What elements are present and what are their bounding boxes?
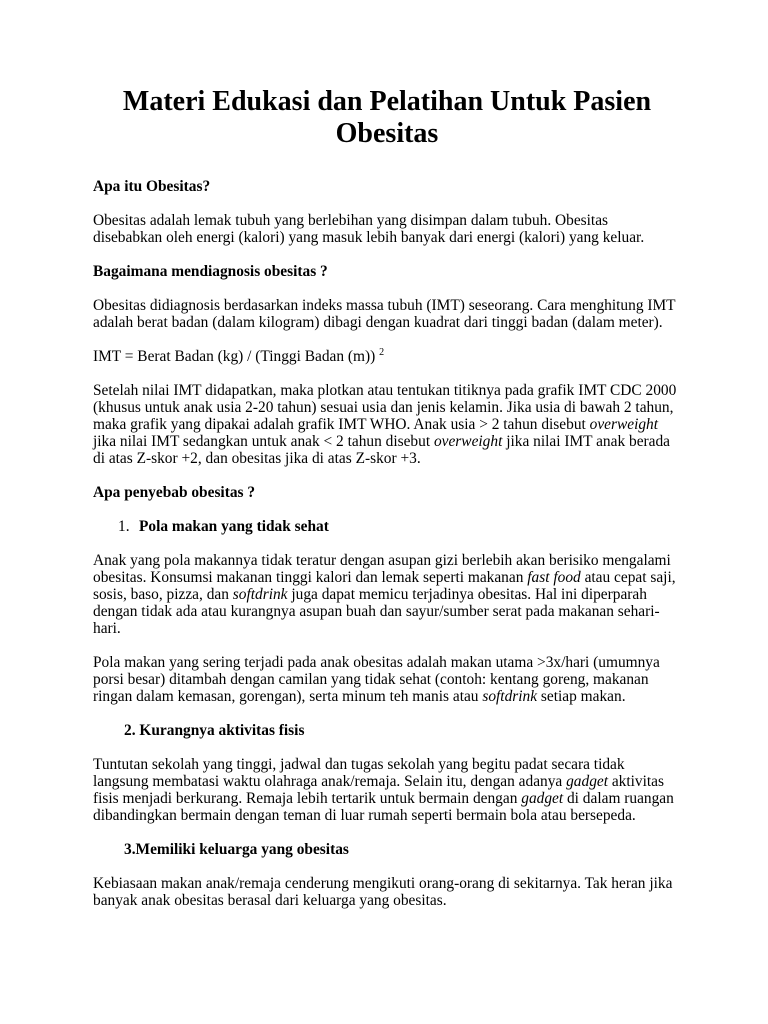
cause-1-title: Pola makan yang tidak sehat	[139, 518, 329, 535]
cause-3-heading: 3.Memiliki keluarga yang obesitas	[124, 841, 349, 858]
paragraph-diagnosis: Obesitas didiagnosis berdasarkan indeks massa tubuh (IMT) seseorang. Cara menghitung IMT adalah berat badan (dalam kilogram) dibagi dengan kuadrat dari tinggi badan (dalam meter).	[93, 297, 676, 331]
heading-diagnosis: Bagaimana mendiagnosis obesitas ?	[93, 263, 328, 280]
heading-causes: Apa penyebab obesitas ?	[93, 484, 256, 501]
paragraph-imt-plotting	[93, 382, 681, 467]
paragraph-eating-pattern	[93, 552, 681, 637]
imt-formula	[93, 348, 681, 365]
text-span: juga dapat memicu terjadinya obesitas. Hal ini diperparah dengan tidak ada atau kurangnya asupan buah dan sayur/sumber serat pada makanan sehari-hari.	[93, 586, 660, 637]
paragraph-definition: Obesitas adalah lemak tubuh yang berlebihan yang disimpan dalam tubuh. Obesitas disebabkan oleh energi (kalori) yang masuk lebih banyak dari energi (kalori) yang keluar.	[93, 212, 645, 246]
text-span: aktivitas fisis menjadi berkurang. Remaja lebih tertarik untuk bermain dengan	[93, 773, 664, 807]
text-span: Setelah nilai IMT didapatkan, maka plotkan atau tentukan titiknya pada grafik IMT CDC 2000 (khusus untuk anak usia 2-20 tahun) sesuai usia dan jenis kelamin. Jika usia di bawah 2 tahun, maka grafik yang dipakai adalah grafik IMT WHO. Anak usia > 2 tahun disebut	[93, 382, 677, 433]
formula-exponent: 2	[379, 347, 385, 358]
italic-term: fast food	[527, 569, 581, 586]
text-span: setiap makan.	[537, 688, 626, 705]
italic-term: gadget	[521, 790, 564, 807]
cause-2-heading: 2. Kurangnya aktivitas fisis	[124, 722, 305, 739]
text-span: Tuntutan sekolah yang tinggi, jadwal dan tugas sekolah yang begitu padat secara tidak langsung membatasi waktu olahraga anak/remaja. Selain itu, dengan adanya	[93, 756, 625, 790]
text-span: atau cepat saji, sosis, baso, pizza, dan	[93, 569, 676, 603]
paragraph-eating-frequency	[93, 654, 681, 705]
paragraph-family: Kebiasaan makan anak/remaja cenderung mengikuti orang-orang di sekitarnya. Tak heran jika banyak anak obesitas berasal dari keluarga yang obesitas.	[93, 875, 673, 909]
text-span: Anak yang pola makannya tidak teratur dengan asupan gizi berlebih akan berisiko mengalami obesitas. Konsumsi makanan tinggi kalori dan lemak seperti makanan	[93, 552, 671, 586]
text-span: jika nilai IMT anak berada di atas Z-skor +2, dan obesitas jika di atas Z-skor +3.	[93, 433, 671, 467]
formula-text: IMT = Berat Badan (kg) / (Tinggi Badan (m))	[93, 348, 376, 365]
text-span: jika nilai IMT sedangkan untuk anak < 2 tahun disebut	[93, 433, 434, 450]
text-span: di dalam ruangan dibandingkan bermain dengan teman di luar rumah seperti bermain bola atau bersepeda.	[93, 790, 674, 824]
cause-1-heading	[93, 518, 681, 535]
text-span: Pola makan yang sering terjadi pada anak obesitas adalah makan utama >3x/hari (umumnya porsi besar) ditambah dengan camilan yang tidak sehat (contoh: kentang goreng, makanan ringan dalam kemasan, gorengan), serta minum teh manis atau	[93, 654, 660, 705]
italic-term: softdrink	[482, 688, 538, 705]
paragraph-physical-activity	[93, 756, 681, 824]
heading-what-is-obesity: Apa itu Obesitas?	[93, 178, 211, 195]
italic-term: overweight	[589, 416, 659, 433]
italic-term: gadget	[566, 773, 608, 790]
document-body	[93, 86, 681, 926]
italic-term: softdrink	[232, 586, 288, 603]
document-title: Materi Edukasi dan Pelatihan Untuk Pasien Obesitas	[122, 86, 652, 149]
cause-1-number: 1.	[118, 518, 130, 535]
italic-term: overweight	[433, 433, 503, 450]
